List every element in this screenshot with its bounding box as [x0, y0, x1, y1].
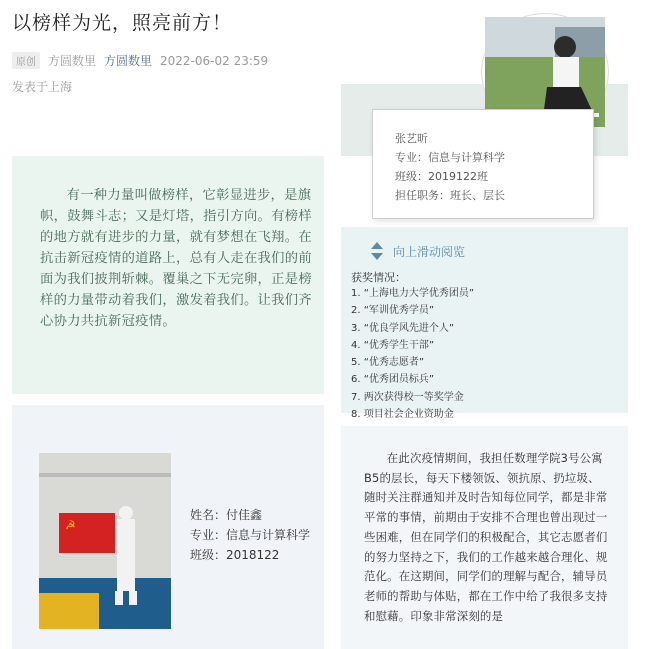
scroll-hint-label: 向上滑动阅览 [393, 244, 466, 259]
volunteer-info [190, 505, 315, 565]
profile-class: 班级：2019122班 [395, 170, 488, 183]
story-text: 在此次疫情期间，我担任数理学院3号公寓B5的层长，每天下楼领饭、领抗原、扔垃圾、随时关注群通知并及时告知每位同学，都是非常平常的事情，前期由于安排不合理也曾出现过一些困难，但在同学们的积极配合，其它志愿者们的努力坚持之下，我们的工作越来越合理化、规范化。在这期间，同学们的理解与配合，辅导员老师的帮助与体贴，都在工作中给了我很多支持和慰藉。印象非常深刻的是 [364, 451, 608, 623]
volunteer-major: 专业：信息与计算科学 [190, 528, 311, 542]
awards-scroll-box[interactable] [341, 227, 628, 421]
volunteer-photo [39, 453, 171, 629]
quote-block [12, 156, 324, 394]
profile-major: 专业：信息与计算科学 [395, 151, 505, 164]
story-block [341, 426, 628, 649]
award-item: 4. “优秀学生干部” [351, 339, 435, 351]
article-title: 以榜样为光，照亮前方！ [12, 12, 233, 34]
volunteer-class: 班级：2018122 [190, 548, 280, 562]
award-item: 2. “军训优秀学员” [351, 305, 435, 317]
profile-name: 张艺昕 [395, 132, 428, 145]
volunteer-name: 姓名：付佳鑫 [190, 508, 263, 522]
original-badge: 原创 [12, 52, 40, 69]
awards-list [351, 285, 474, 423]
award-item: 5. “优秀志愿者” [351, 357, 425, 369]
profile-role: 担任职务：班长、层长 [395, 189, 505, 202]
volunteer-card [12, 405, 324, 649]
publish-location: 发表于上海 [12, 80, 73, 94]
volunteer-photo-illustration [39, 453, 171, 629]
article-meta [12, 52, 268, 69]
account-link[interactable]: 方圆数里 [104, 54, 153, 68]
profile-card [372, 109, 594, 219]
awards-heading: 获奖情况： [351, 271, 406, 284]
award-item: 6. “优秀团员标兵” [351, 374, 435, 386]
svg-text:☭: ☭ [65, 518, 76, 532]
scroll-updown-icon [371, 242, 383, 260]
award-item: 8. 项目社会企业资助金 [351, 409, 454, 421]
publish-datetime: 2022-06-02 23:59 [160, 53, 269, 68]
author-name: 方圆数里 [48, 54, 97, 68]
quote-text: 有一种力量叫做榜样，它彰显进步，是旗帜，鼓舞斗志；又是灯塔，指引方向。有榜样的地方就有进步的力量，就有梦想在飞翔。在抗击新冠疫情的道路上，总有人走在我们的前面为我们披荆斩棘。覆巢之下无完卵，正是榜样的力量带动着我们，激发着我们。让我们齐心协力共抗新冠疫情。 [40, 188, 312, 329]
award-item: 3. “优良学风先进个人” [351, 322, 455, 334]
award-item: 7. 两次获得校一等奖学金 [351, 391, 464, 403]
scroll-hint [371, 242, 465, 260]
award-item: 1. “上海电力大学优秀团员” [351, 288, 475, 299]
